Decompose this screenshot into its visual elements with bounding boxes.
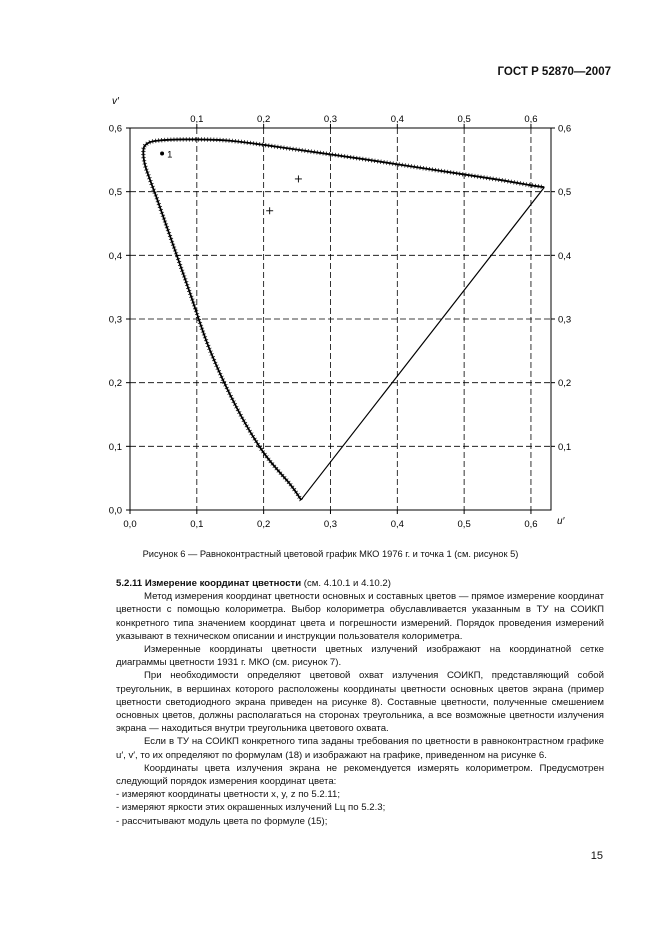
- x-tick-label: 0,0: [123, 519, 137, 530]
- locus-tick: [142, 160, 146, 161]
- locus-tick: [444, 169, 445, 173]
- y-tick-label: 0,6: [108, 123, 122, 135]
- locus-tick: [429, 167, 430, 171]
- locus-tick: [447, 170, 448, 174]
- locus-tick: [520, 181, 521, 185]
- locus-tick: [359, 156, 360, 160]
- section-body: [116, 577, 604, 828]
- point-1-label: 1: [167, 149, 173, 161]
- y-tick-label: 0,0: [108, 505, 122, 517]
- locus-tick: [323, 151, 324, 155]
- locus-tick: [477, 174, 478, 178]
- locus-tick: [490, 176, 491, 180]
- paragraph: Метод измерения координат цветности основных и составных цветов — прямое измерение координат цветности с помощью колориметра. Выбор колориметра обуславливается указанным в ТУ на СОИКП конкретного типа значением координат цвета и погрешности измерений. Порядок проведения измерений указывают в техническом описании и инструкции пользователя колориметра.: [116, 591, 604, 642]
- x-tick-label: 0,3: [323, 519, 338, 530]
- locus-tick: [474, 174, 475, 178]
- locus-tick: [399, 162, 400, 166]
- locus-tick: [514, 180, 515, 184]
- locus-tick: [402, 163, 403, 167]
- locus-tick: [244, 140, 245, 144]
- locus-tick: [347, 155, 348, 159]
- y-right-tick-label: 0,4: [558, 250, 572, 262]
- locus-tick: [535, 184, 536, 188]
- locus-tick: [259, 142, 260, 146]
- locus-tick: [305, 149, 306, 153]
- locus-tick: [274, 144, 275, 148]
- locus-tick: [487, 176, 488, 180]
- locus-tick: [326, 152, 327, 156]
- x-top-tick-label: 0,4: [390, 114, 404, 125]
- purple-line: [301, 187, 544, 500]
- point-1-marker: [160, 151, 164, 155]
- locus-tick: [453, 171, 454, 175]
- list-item: - измеряют координаты цветности x, y, z по 5.2.11;: [116, 789, 341, 801]
- page-number: 15: [590, 850, 603, 862]
- locus-tick: [387, 160, 388, 164]
- locus-tick: [411, 164, 412, 168]
- x-top-tick-label: 0,1: [190, 114, 204, 125]
- locus-tick: [287, 146, 288, 150]
- locus-tick: [381, 160, 382, 164]
- locus-tick: [459, 172, 460, 176]
- locus-tick: [462, 172, 463, 176]
- x-axis-label: u′: [557, 516, 565, 527]
- chart-points: [160, 149, 302, 214]
- locus-tick: [350, 155, 351, 159]
- locus-tick: [253, 141, 254, 145]
- locus-tick: [152, 139, 153, 143]
- locus-tick: [296, 147, 297, 151]
- y-tick-label: 0,4: [108, 250, 122, 262]
- locus-tick: [496, 177, 497, 181]
- locus-tick: [344, 154, 345, 158]
- locus-tick: [465, 172, 466, 176]
- locus-tick: [265, 143, 266, 147]
- locus-tick: [290, 146, 291, 150]
- paragraph: Если в ТУ на СОИКП конкретного типа заданы требования по цветности в равноконтрастном графике u′, v′, то их определяют по формулам (18) и изображают на графике, приведенном на рисунке 6.: [116, 736, 604, 761]
- locus-tick: [408, 164, 409, 168]
- y-tick-label: 0,2: [108, 378, 122, 390]
- locus-tick: [405, 163, 406, 167]
- locus-tick: [396, 162, 397, 166]
- locus-tick: [341, 154, 342, 158]
- locus-tick: [141, 148, 145, 149]
- locus-tick: [471, 173, 472, 177]
- x-tick-label: 0,2: [257, 519, 271, 530]
- locus-tick: [277, 145, 278, 149]
- locus-tick: [365, 157, 366, 161]
- x-top-tick-label: 0,6: [524, 114, 538, 125]
- locus-tick: [362, 157, 363, 161]
- x-top-tick-label: 0,3: [323, 114, 338, 125]
- locus-tick: [517, 181, 518, 185]
- list-item: - рассчитывают модуль цвета по формуле (15);: [116, 815, 328, 827]
- locus-tick: [529, 183, 530, 187]
- document-header: ГОСТ Р 52870—2007: [497, 66, 611, 78]
- locus-tick: [493, 177, 494, 181]
- chart-grid: [130, 128, 551, 510]
- locus-tick: [311, 149, 312, 153]
- x-tick-label: 0,5: [457, 519, 471, 530]
- locus-tick: [280, 145, 281, 149]
- locus-tick: [293, 147, 294, 151]
- y-right-tick-label: 0,1: [558, 441, 572, 453]
- section-number: 5.2.11: [116, 578, 143, 589]
- locus-tick: [374, 159, 375, 163]
- locus-tick: [329, 152, 330, 156]
- locus-tick: [417, 165, 418, 169]
- locus-tick: [256, 142, 257, 146]
- figure-caption: Рисунок 6 — Равноконтрастный цветовой график МКО 1976 г. и точка 1 (см. рисунок 5): [142, 549, 519, 559]
- y-axis-label: v′: [112, 96, 119, 107]
- locus-tick: [338, 153, 339, 157]
- locus-tick: [377, 159, 378, 163]
- locus-tick: [483, 175, 484, 179]
- locus-tick: [538, 184, 539, 188]
- locus-tick: [420, 166, 421, 170]
- y-right-tick-label: 0,5: [558, 187, 572, 199]
- x-tick-label: 0,6: [524, 519, 538, 530]
- locus-tick: [523, 182, 524, 186]
- locus-tick: [435, 168, 436, 172]
- locus-tick: [393, 161, 394, 165]
- locus-tick: [423, 166, 424, 170]
- locus-tick: [143, 163, 147, 164]
- locus-tick: [314, 150, 315, 154]
- y-right-tick-label: 0,3: [558, 314, 572, 326]
- locus-tick: [468, 173, 469, 177]
- x-tick-label: 0,1: [190, 519, 204, 530]
- locus-tick: [480, 175, 481, 179]
- locus-tick: [426, 167, 427, 171]
- locus-tick: [353, 156, 354, 160]
- list-item: - измеряют яркости этих окрашенных излучений Lц по 5.2.3;: [116, 802, 386, 814]
- locus-tick: [308, 149, 309, 153]
- locus-tick: [302, 148, 303, 152]
- locus-tick: [526, 182, 527, 186]
- locus-tick: [532, 183, 533, 187]
- locus-tick: [262, 143, 263, 147]
- locus-tick: [441, 169, 442, 173]
- x-top-tick-label: 0,5: [457, 114, 471, 125]
- locus-tick: [511, 180, 512, 184]
- locus-tick: [332, 152, 333, 156]
- paragraph: При необходимости определяют цветовой охват излучения СОИКП, представляющий собой треугольник, в вершинах которого расположены координаты цветности основных цветов экрана (пример цветности светодиодного экрана приведен на рисунке 8). Составные цветности, полученные смешением основных цветов, должны располагаться на сторонах треугольника, а все возможные цветности излучения экрана — находиться внутри треугольника цветового охвата.: [116, 670, 604, 735]
- locus-tick: [438, 168, 439, 172]
- locus-tick: [317, 150, 318, 154]
- x-tick-label: 0,4: [390, 519, 404, 530]
- locus-tick: [250, 141, 251, 145]
- locus-tick: [356, 156, 357, 160]
- y-right-tick-label: 0,6: [558, 123, 572, 135]
- locus-tick: [335, 153, 336, 157]
- section-ref: (см. 4.10.1 и 4.10.2): [301, 578, 391, 589]
- locus-tick: [247, 140, 248, 144]
- locus-tick: [450, 170, 451, 174]
- locus-tick: [268, 143, 269, 147]
- y-tick-label: 0,5: [108, 187, 122, 199]
- locus-tick: [541, 185, 542, 189]
- x-top-tick-label: 0,2: [257, 114, 271, 125]
- paragraph: Координаты цвета излучения экрана не рекомендуется измерять колориметром. Предусмотрен следующий порядок измерения координат цвета:: [116, 762, 604, 788]
- locus-tick: [155, 139, 156, 143]
- locus-tick: [320, 151, 321, 155]
- locus-tick: [384, 160, 385, 164]
- y-tick-label: 0,1: [108, 441, 122, 453]
- locus-tick: [368, 158, 369, 162]
- locus-tick: [432, 167, 433, 171]
- locus-tick: [508, 179, 509, 183]
- locus-tick: [299, 148, 300, 152]
- section-title: Измерение координат цветности: [144, 578, 302, 589]
- locus-tick: [371, 158, 372, 162]
- locus-tick: [456, 171, 457, 175]
- locus-tick: [283, 146, 284, 150]
- locus-tick: [414, 165, 415, 169]
- y-tick-label: 0,3: [108, 314, 122, 326]
- y-right-tick-label: 0,2: [558, 378, 572, 390]
- locus-tick: [505, 179, 506, 183]
- locus-tick: [271, 144, 272, 148]
- locus-tick: [502, 178, 503, 182]
- locus-tick: [499, 178, 500, 182]
- locus-tick: [390, 161, 391, 165]
- chart-ticks: [109, 114, 571, 530]
- locus-tick: [241, 140, 242, 144]
- section-heading: [116, 577, 604, 590]
- paragraph: Измеренные координаты цветности цветных излучений изображают на координатной сетке диаграммы цветности 1931 г. МКО (см. рисунок 7).: [116, 644, 604, 669]
